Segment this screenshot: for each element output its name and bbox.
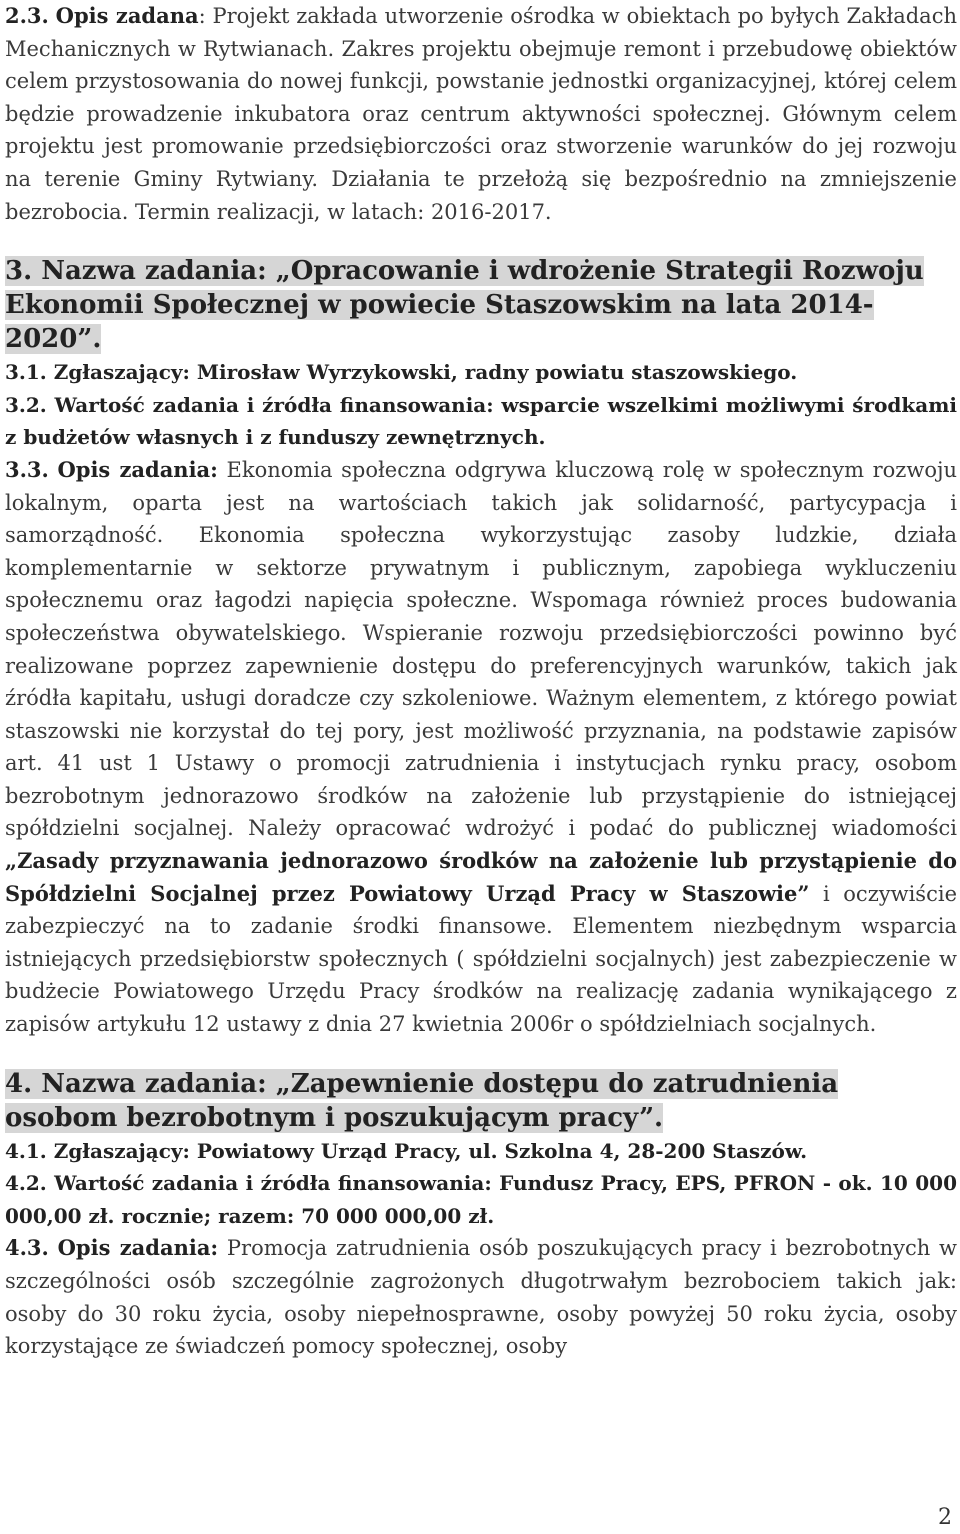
task-4-heading [5,1067,957,1135]
task-4-description [5,1232,957,1362]
task-3-submitter: 3.1. Zgłaszający: Mirosław Wyrzykowski, radny powiatu staszowskiego. [5,360,798,385]
section-2-3-number: 2.3. [5,3,49,28]
task-3-description-label: Opis zadania: [57,456,218,482]
task-3-heading [5,254,957,356]
task-3-description-text-b: i oczywiście zabezpieczyć na to zadanie środki finansowe. Elementem niezbędnym wsparcia istniejących przedsiębiorstw społecznych ( spółdzielni socjalnych) jest zabezpieczenie w budżecie Powiatowego Urzędu Pracy środków na realizację zadania wynikającego z zapisów artykułu 12 ustawy z dnia 27 kwietnia 2006r o spółdzielniach socjalnych. [5,881,957,1037]
task-4-description-label: Opis zadania: [57,1235,219,1261]
task-4-heading-text: 4. Nazwa zadania: „Zapewnienie dostępu do zatrudnienia osobom bezrobotnym i poszukującym pracy”. [5,1068,839,1133]
task-3-heading-text: 3. Nazwa zadania: „Opracowanie i wdrożenie Strategii Rozwoju Ekonomii Społecznej w powiecie Staszowskim na lata 2014-2020”. [5,256,924,355]
document-page [5,0,957,1363]
page-number: 2 [938,1505,952,1530]
task-4-description-number: 4.3. [5,1235,49,1261]
task-3-description-bold: „Zasady przyznawania jednorazowo środków na założenie lub przystąpienie do Spółdzielni Socjalnej przez Powiatowy Urząd Pracy w Staszowie” [5,848,957,906]
task-4-description-text: Promocja zatrudnienia osób poszukujących pracy i bezrobotnych w szczególności osób szczególnie zagrożonych długotrwałym bezrobociem takich jak: osoby do 30 roku życia, osoby niepełnosprawne, osoby powyżej 50 roku życia, osoby korzystające ze świadczeń pomocy społecznej, osoby [5,1236,957,1359]
section-2-3 [5,0,957,228]
section-2-3-text: : Projekt zakłada utworzenie ośrodka w obiektach po byłych Zakładach Mechanicznych w Rytwianach. Zakres projektu obejmuje remont i przebudowę obiektów celem przystosowania do nowej funkcji, powstanie jednostki organizacyjnej, której celem będzie prowadzenie inkubatora oraz centrum aktywności społecznej. Głównym celem projektu jest promowanie przedsiębiorczości oraz stworzenie warunków do jej rozwoju na terenie Gminy Rytwiany. Działania te przełożą się bezpośrednio na zmniejszenie bezrobocia. Termin realizacji, w latach: 2016-2017. [5,4,957,224]
task-3-description [5,454,957,1041]
task-4-value: 4.2. Wartość zadania i źródła finansowania: Fundusz Pracy, EPS, PFRON - ok. 10 000 000,00 zł. rocznie; razem: 70 000 000,00 zł. [5,1171,957,1228]
task-3-description-number: 3.3. [5,456,49,482]
task-3-description-text-a: Ekonomia społeczna odgrywa kluczową rolę w społecznym rozwoju lokalnym, oparta jest na wartościach takich jak solidarność, partycypacja i samorządność. Ekonomia społeczna wykorzystując zasoby ludzkie, działa komplementarnie w sektorze prywatnym i publicznym, zapobiega wykluczeniu społecznemu oraz łagodzi napięcia społeczne. Wspomaga również proces budowania społeczeństwa obywatelskiego. Wspieranie rozwoju przedsiębiorczości powinno być realizowane poprzez zapewnienie dostępu do preferencyjnych warunków, takich jak źródła kapitału, usługi doradcze czy szkoleniowe. Ważnym elementem, z którego powiat staszowski nie korzystał do tej pory, jest możliwość przyznania, na podstawie zapisów art. 41 ust 1 Ustawy o promocji zatrudnienia i instytucjach rynku pracy, osobom bezrobotnym jednorazowo środków na założenie lub przystąpienie do istniejącej spółdzielni socjalnej. Należy opracować wdrożyć i podać do publicznej wiadomości [5,457,958,841]
section-2-3-label: Opis zadana [55,3,199,28]
task-3-value: 3.2. Wartość zadania i źródła finansowania: wsparcie wszelkimi możliwymi środkami z budżetów własnych i z funduszy zewnętrznych. [5,392,957,450]
task-4-submitter: 4.1. Zgłaszający: Powiatowy Urząd Pracy, ul. Szkolna 4, 28-200 Staszów. [5,1138,808,1163]
